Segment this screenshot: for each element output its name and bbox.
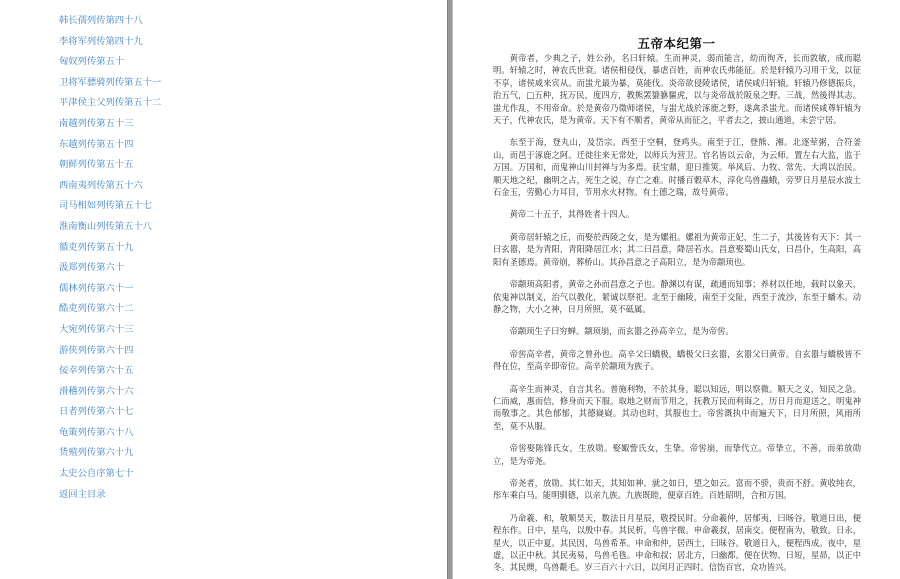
article-paragraph: 高辛生而神灵，自言其名。普施利物，不於其身。聪以知远，明以察微。顺天之义，知民之急。仁而威，惠而信，修身而天下服。取地之财而节用之，抚教万民而利诲之，历日月而迎送之，明鬼神而敬事之。其色郁郁，其德嶷嶷。其动也时，其服也士。帝喾溉执中而遍天下，日月所照，风雨所至，莫不从服。 [493,383,861,431]
toc-link-xinanyi[interactable]: 西南夷列传第五十六 [59,179,143,191]
article-paragraph: 东至于海，登丸山，及岱宗。西至于空桐，登鸡头。南至于江，登熊、湘。北逐荤粥，合符釜山，而邑于涿鹿之阿。迁徙往来无常处，以师兵为营卫。官名皆以云命，为云师。置左右大监，监于万国。万国和，而鬼神山川封禅与为多焉。获宝鼎，迎日推筴。举风后、力牧、常先、大鸿以治民。顺天地之纪，幽明之占，死生之说，存亡之难。时播百穀草木，淳化鸟兽蟲蛾，旁罗日月星辰水波土石金玉，劳勤心力耳目，节用水火材物。有土德之瑞，故号黄帝。 [493,137,861,198]
article-paragraph: 帝喾娶陈锋氏女，生放勋。娶娵訾氏女，生挚。帝喾崩，而挚代立。帝挚立，不善，而弟放勋立，是为帝尧。 [493,443,861,466]
article-paragraph: 黄帝者，少典之子，姓公孙，名曰轩辕。生而神灵，弱而能言，幼而徇齐，长而敦敏，成而聪明。轩辕之时，神农氏世衰。诸侯相侵伐，暴虐百姓，而神农氏弗能征。於是轩辕乃习用干戈，以征不享，诸侯咸来宾从。而蚩尤最为暴，莫能伐。炎帝欲侵陵诸侯，诸侯咸归轩辕。轩辕乃修德振兵，治五气，□五种，抚万民，度四方，教熊罴貔貅貙虎，以与炎帝战於阪泉之野。三战，然後得其志。蚩尤作乱，不用帝命。於是黄帝乃徵师诸侯，与蚩尤战於涿鹿之野，遂禽杀蚩尤。而诸侯咸尊轩辕为天子，代神农氏，是为黄帝。天下有不顺者，黄帝从而征之，平者去之，披山通道，未尝宁居。 [493,53,861,126]
article-paragraph: 黄帝居轩辕之丘，而娶於西陵之女，是为嫘祖。嫘祖为黄帝正妃，生二子，其後皆有天下：其一曰玄嚣，是为青阳，青阳降居江水；其二曰昌意，降居若水。昌意娶蜀山氏女，曰昌仆，生高阳，高阳有圣德焉。黄帝崩，葬桥山。其孙昌意之子高阳立，是为帝颛顼也。 [493,231,861,267]
article-paragraph: 帝颛顼高阳者，黄帝之孙而昌意之子也。静渊以有谋，疏通而知事；养材以任地，载时以象天，依鬼神以制义，治气以教化，絜诚以祭祀。北至于幽陵，南至于交阯，西至于流沙，东至于蟠木。动静之物，大小之神，日月所照，莫不砥属。 [493,279,861,314]
article-title: 五帝本纪第一 [637,36,716,52]
toc-link-dayuan[interactable]: 大宛列传第六十三 [59,323,134,335]
toc-link-back-to-main[interactable]: 返回主目录 [59,488,106,500]
article-paragraph: 黄帝二十五子，其得姓者十四人。 [509,209,635,220]
toc-link-huozhi[interactable]: 货殖列传第六十九 [59,447,134,459]
toc-link-taishigong-zixu[interactable]: 太史公自序第七十 [59,468,134,480]
article-paragraph: 乃命羲、和，敬顺昊天，数法日月星辰，敬授民时。分命羲仲，居郁夷，曰旸谷。敬道日出，便程东作。日中，星鸟，以殷中春。其民析，鸟兽字微。申命羲叔，居南交。便程南为，敬致。日永，星火，以正中夏。其民因，鸟兽希革。申命和仲，居西土，曰昧谷。敬道日入，便程西成。夜中，星虚，以正中秋。其民夷易，鸟兽毛毨。申命和叔；居北方，曰幽都。便在伏物。日短，星昴，以正中冬。其民燠，鸟兽氄毛。岁三百六十六日，以闰月正四时。信饬百官，众功皆兴。 [493,512,861,573]
toc-link-youxia[interactable]: 游侠列传第六十四 [59,344,134,356]
toc-link-huaji[interactable]: 滑稽列传第六十六 [59,385,134,397]
toc-link-xiongnu[interactable]: 匈奴列传第五十 [59,56,125,68]
toc-link-pingjinhou-zhufu[interactable]: 平津侯主父列传第五十二 [59,97,162,109]
toc-link-li-jiangjun[interactable]: 李将军列传第四十九 [59,35,143,47]
toc-link-nanyue[interactable]: 南越列传第五十三 [59,117,134,129]
article-body [493,52,861,579]
toc-link-kuli[interactable]: 酷吏列传第六十二 [59,303,134,315]
article-paragraph: 帝尧者，放勋。其仁如天，其知如神。就之如日，望之如云。富而不骄，贵而不舒。黄收纯衣，彤车乘白马。能明驯德，以亲九族。九族既睦，便章百姓。百姓昭明，合和万国。 [493,477,861,501]
toc-link-dongyue[interactable]: 东越列传第五十四 [59,138,134,150]
toc-link-huainan-hengshan[interactable]: 淮南衡山列传第五十八 [59,220,152,232]
toc-link-rizhe[interactable]: 日者列传第六十七 [59,406,134,418]
toc-link-jizheng[interactable]: 汲郑列传第六十 [59,262,125,274]
toc-link-ningxing[interactable]: 佞幸列传第六十五 [59,365,134,377]
toc-link-wei-jiangjun-piaoqi[interactable]: 卫将军骠骑列传第五十一 [59,76,162,88]
toc-list [59,14,439,508]
article-pane [453,0,900,579]
toc-link-xunli[interactable]: 循吏列传第五十九 [59,241,134,253]
article-paragraph: 帝颛顼生子曰穷蝉。颛顼崩，而玄嚣之孙高辛立，是为帝喾。 [509,326,734,337]
toc-link-sima-xiangru[interactable]: 司马相如列传第五十七 [59,200,152,212]
toc-link-chaoxian[interactable]: 朝鲜列传第五十五 [59,159,134,171]
toc-link-han-changru[interactable]: 韩长孺列传第四十八 [59,15,143,26]
toc-link-rulin[interactable]: 儒林列传第六十一 [59,282,134,294]
article-paragraph: 帝喾高辛者，黄帝之曾孙也。高辛父曰蟜极，蟜极父曰玄嚣，玄嚣父曰黄帝。自玄嚣与蟜极皆不得在位，至高辛即帝位。高辛於颛顼为族子。 [493,348,861,372]
toc-link-guice[interactable]: 龟策列传第六十八 [59,426,134,438]
toc-sidebar [0,0,447,579]
